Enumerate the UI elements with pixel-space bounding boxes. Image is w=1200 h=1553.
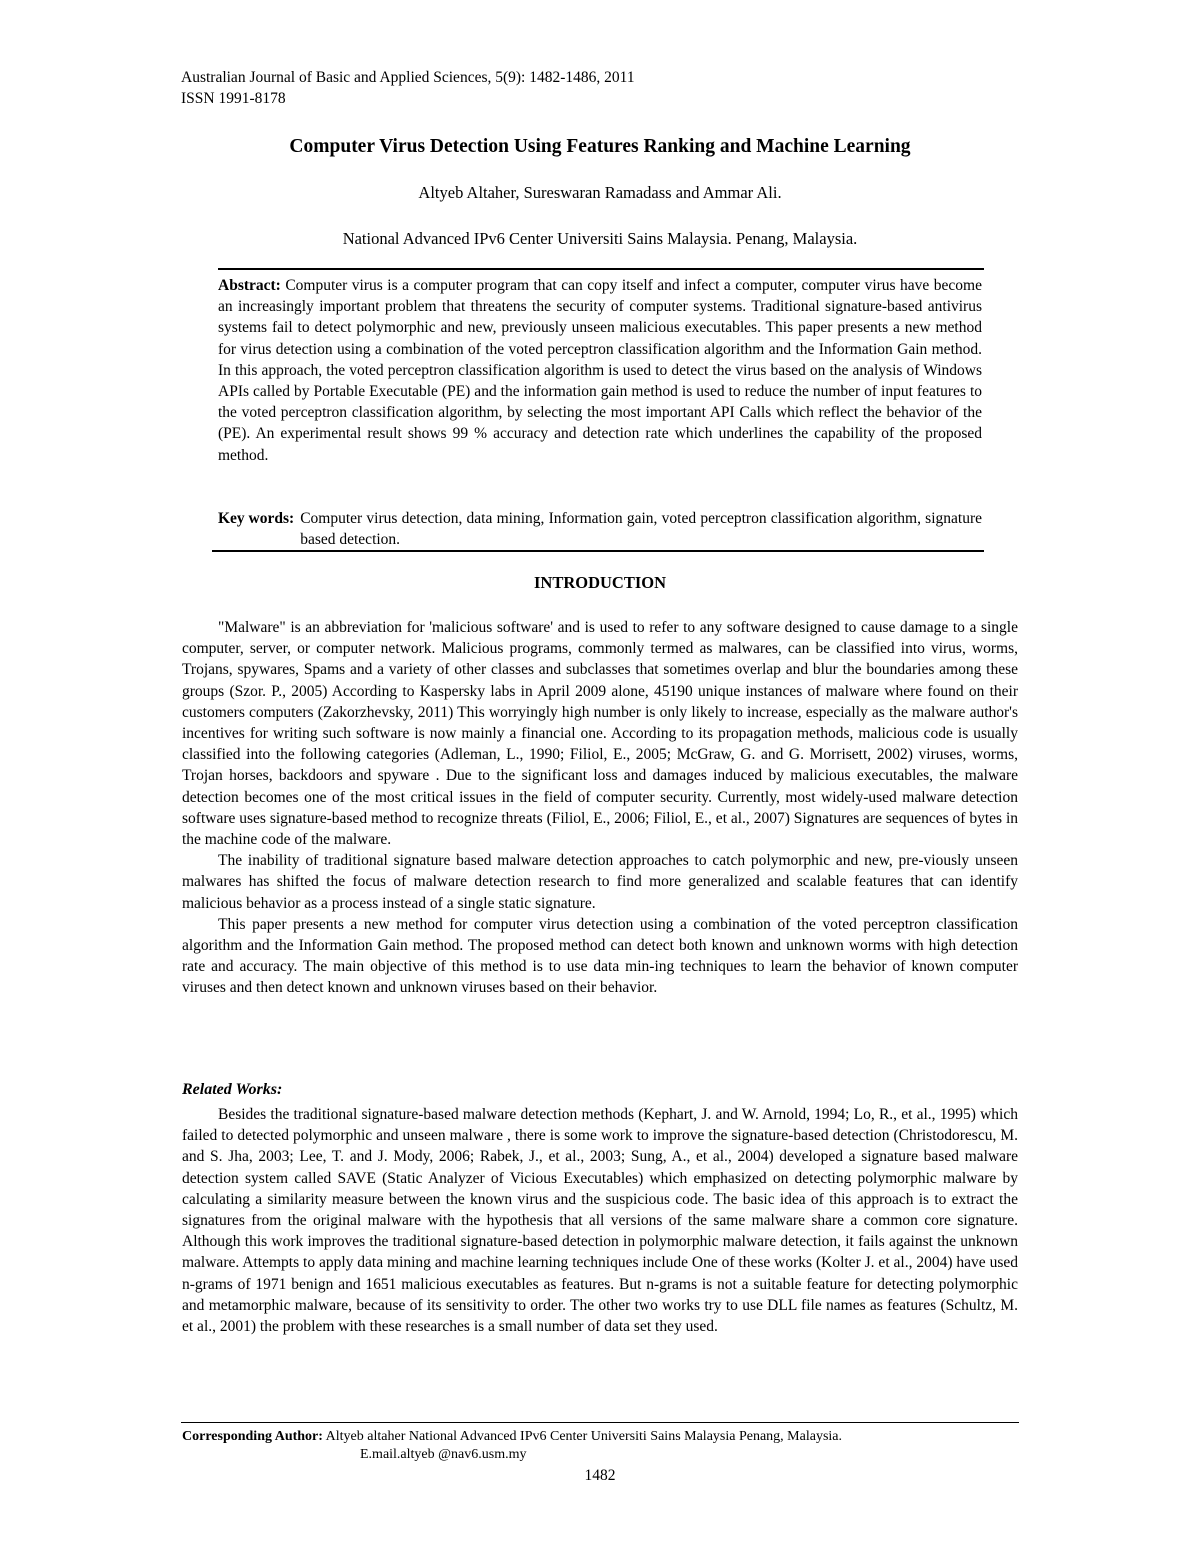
abstract-label: Abstract: (218, 277, 281, 294)
footer-rule (181, 1422, 1019, 1423)
page-number: 1482 (584, 1467, 616, 1484)
abstract-text: Computer virus is a computer program that can copy itself and infect a computer, computer virus have become an increasingly important problem that threatens the security of computer systems. Traditional signature-based antivirus systems fail to detect polymorphic and new, previously unseen malicious executables. This paper presents a new method for virus detection using a combination of the voted perceptron classification algorithm and the Information Gain method. In this approach, the voted perceptron classification algorithm is used to detect the virus based on the analysis of Windows APIs called by Portable Executable (PE) and the information gain method is used to reduce the number of input features to the voted perceptron classification algorithm, by selecting the most important API Calls which reflect the behavior of the (PE). An experimental result shows 99 % accuracy and detection rate which underlines the capability of the proposed method. (218, 277, 982, 464)
related-paragraph: Besides the traditional signature-based malware detection methods (Kephart, J. and W. Arnold, 1994; Lo, R., et al., 1995) which failed to detected polymorphic and unseen malware , there is some work to improve the signature-based detection (Christodorescu, M. and S. Jha, 2003; Lee, T. and J. Mody, 2006; Rabek, J., et al., 2003; Sung, A., et al., 2004) developed a signature based malware detection system called SAVE (Static Analyzer of Vicious Executables) which emphasized on detecting polymorphic malware by calculating a similarity measure between the known virus and the suspicious code. The basic idea of this approach is to extract the signatures from the original malware with the hypothesis that all versions of the same malware share a common core signature. Although this work improves the traditional signature-based detection in polymorphic malware detection, it fails against the unknown malware. Attempts to apply data mining and machine learning techniques include One of these works (Kolter J. et al., 2004) have used n-grams of 1971 benign and 1651 malicious executables as features. But n-grams is not a suitable feature for detecting polymorphic and metamorphic malware, because of its sensitivity to order. The other two works try to use DLL file names as features (Schultz, M. et al., 2001) the problem with these researches is a small number of data set they used. (182, 1106, 1018, 1336)
authors: Altyeb Altaher, Sureswaran Ramadass and Ammar Ali. (418, 183, 782, 202)
introduction-heading: INTRODUCTION (533, 573, 667, 592)
paper-title: Computer Virus Detection Using Features Ranking and Machine Learning (289, 136, 911, 157)
related-works-body (182, 1104, 1018, 1337)
abstract-bottom-rule (212, 550, 984, 552)
related-works-heading: Related Works: (182, 1081, 283, 1098)
intro-paragraph: This paper presents a new method for computer virus detection using a combination of the voted perceptron classification algorithm and the Information Gain method. The proposed method can detect both known and unknown worms with high detection rate and accuracy. The main objective of this method is to use data min-ing techniques to learn the behavior of known computer viruses and then detect known and unknown viruses based on their behavior. (182, 915, 1018, 997)
abstract (218, 275, 982, 466)
intro-paragraph: The inability of traditional signature based malware detection approaches to catch polymorphic and new, pre-viously unseen malwares has shifted the focus of malware detection research to find more generalized and scalable features that can identify malicious behavior as a process instead of a single static signature. (182, 852, 1018, 912)
corresponding-author-label: Corresponding Author: (182, 1429, 323, 1444)
corresponding-author-text: Altyeb altaher National Advanced IPv6 Center Universiti Sains Malaysia Penang, Malaysia. (325, 1429, 842, 1444)
corresponding-author (182, 1427, 842, 1447)
intro-paragraph: "Malware" is an abbreviation for 'malicious software' and is used to refer to any software designed to cause damage to a single computer, server, or computer network. Malicious programs, commonly termed as malwares, can be classified into virus, worms, Trojans, spywares, Spams and a variety of other classes and subclasses that sometimes overlap and blur the boundaries among these groups (Szor. P., 2005) According to Kaspersky labs in April 2009 alone, 45190 unique instances of malware where found on their customers computers (Zakorzhevsky, 2011) This worryingly high number is only likely to increase, especially as the malware author's incentives for writing such software is now mainly a financial one. According to its propagation methods, malicious code is usually classified into the following categories (Adleman, L., 1990; Filiol, E., 2005; McGraw, G. and G. Morrisett, 2002) viruses, worms, Trojan horses, backdoors and spyware . Due to the significant loss and damages induced by malicious executables, the malware detection becomes one of the most critical issues in the field of computer security. Currently, most widely-used malware detection software uses signature-based method to recognize threats (Filiol, E., 2006; Filiol, E., et al., 2007) Signatures are sequences of bytes in the machine code of the malware. (182, 619, 1018, 849)
abstract-top-rule (218, 268, 984, 270)
keywords-text: Computer virus detection, data mining, Information gain, voted perceptron classification algorithm, signature based detection. (300, 510, 982, 549)
issn: ISSN 1991-8178 (181, 90, 286, 107)
affiliation: National Advanced IPv6 Center Universiti Sains Malaysia. Penang, Malaysia. (342, 229, 858, 248)
introduction-body (182, 617, 1018, 999)
journal-citation: Australian Journal of Basic and Applied Sciences, 5(9): 1482-1486, 2011 (181, 69, 635, 86)
author-email: E.mail.altyeb @nav6.usm.my (360, 1447, 527, 1462)
keywords-label: Key words: (218, 510, 295, 527)
keywords (218, 508, 982, 550)
